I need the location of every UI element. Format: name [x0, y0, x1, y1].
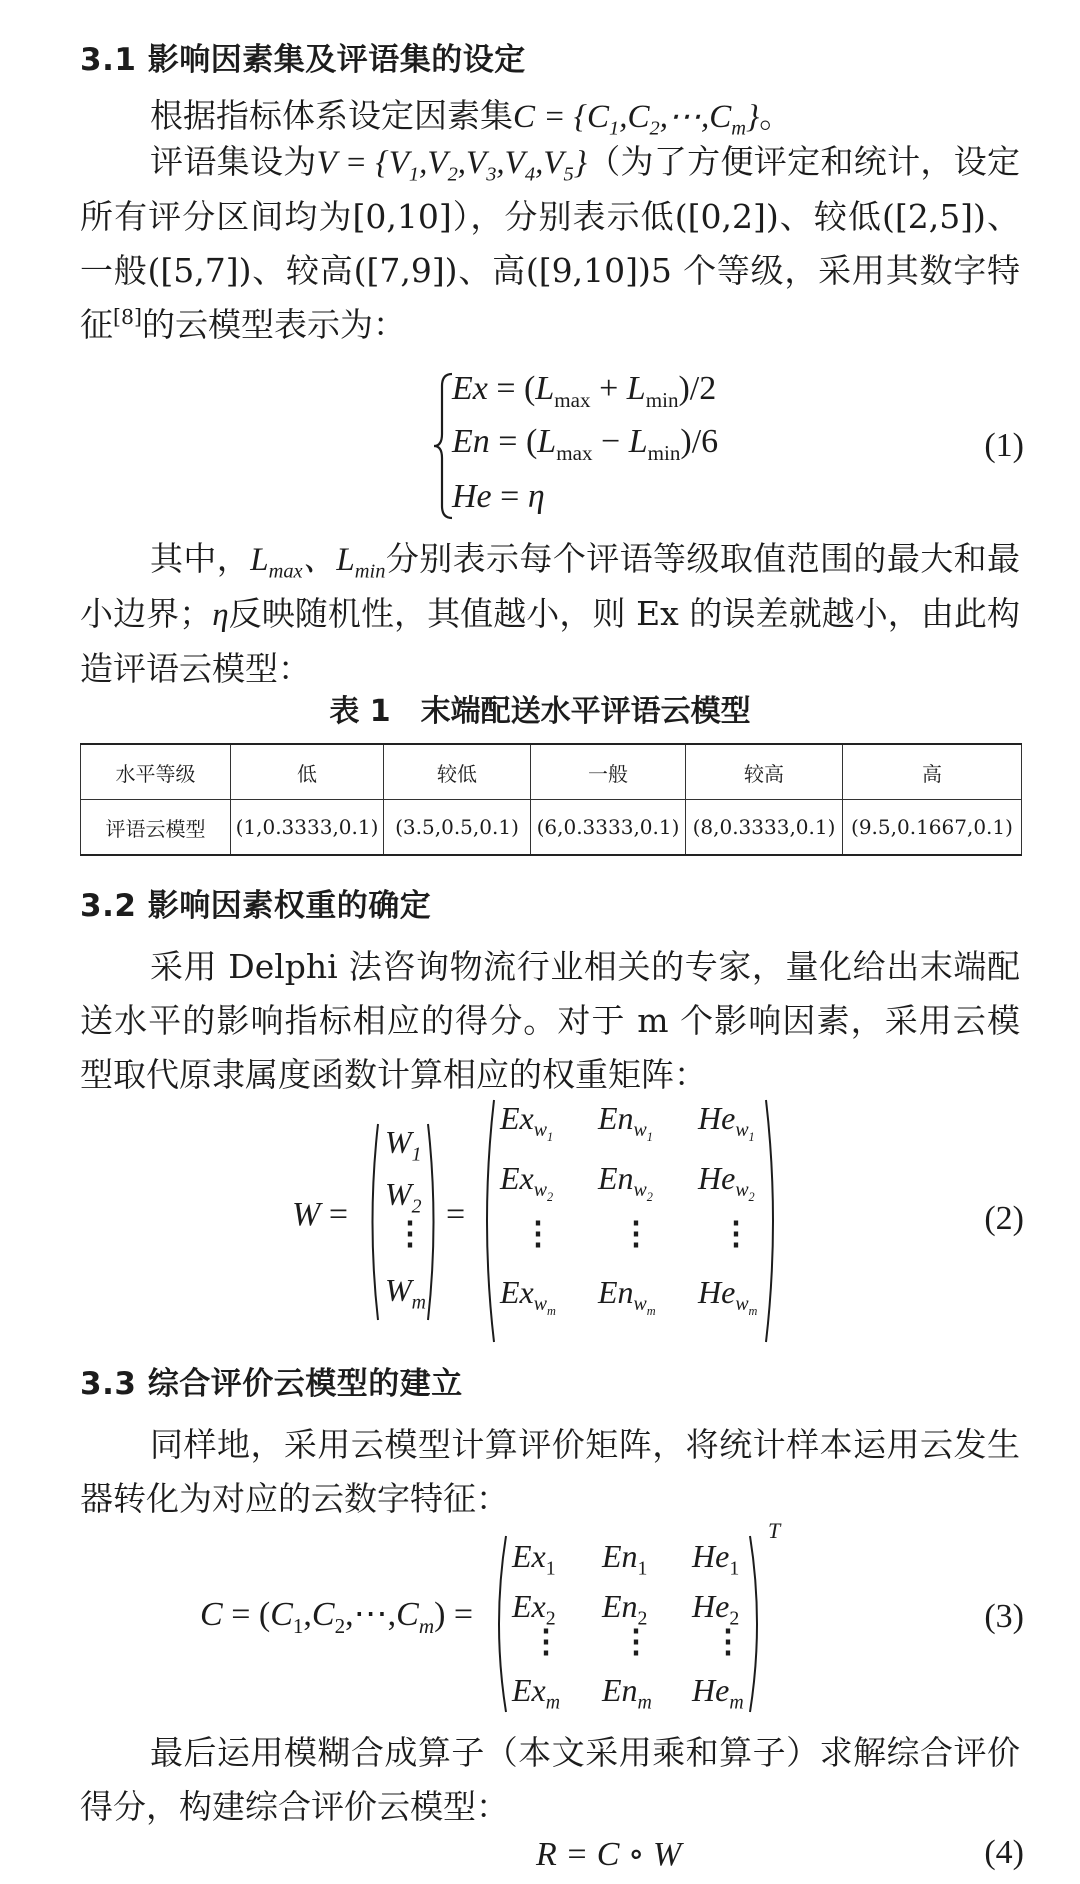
factor-set-text: 根据指标体系设定因素集 — [150, 96, 513, 135]
eq2-lhs: W = — [292, 1196, 349, 1233]
table-cell: (6,0.3333,0.1) — [531, 800, 686, 856]
where-body: 分别表示每个评语等级取值范围的最大和最小边界； — [80, 539, 1021, 633]
table-cell: (3.5,0.5,0.1) — [384, 800, 531, 856]
table-cell: 评语云模型 — [81, 800, 231, 856]
vector-vdots: ⋮ — [394, 1215, 426, 1251]
table-cell: (1,0.3333,0.1) — [231, 800, 384, 856]
eq3-vdots-1: ⋮ — [530, 1623, 562, 1659]
eq1-number: (1) — [984, 427, 1024, 464]
eq3-he1: $He_1$ — [692, 1538, 740, 1580]
table1-caption: 表 1 末端配送水平评语云模型 — [329, 694, 751, 729]
eq3-right-paren — [748, 1534, 766, 1714]
table-header-cell: 低 — [231, 744, 384, 800]
table-header-cell: 较低 — [384, 744, 531, 800]
comment-set-intro: 评语集设为 — [150, 142, 317, 181]
eq1-line-en: $En = (L_{max} - L_{min})/6$ — [452, 423, 719, 465]
vector-left-paren — [364, 1122, 380, 1322]
eq1-line-ex: $Ex = (L_{max} + L_{min})/2$ — [452, 370, 717, 412]
citation-ref: [8] — [113, 305, 142, 329]
table-cell: (9.5,0.1667,0.1) — [843, 800, 1022, 856]
matrix-left-paren — [478, 1098, 496, 1344]
eq3-enm: $En_m$ — [602, 1672, 652, 1714]
table-cell: (8,0.3333,0.1) — [686, 800, 843, 856]
matrix-en-w2: $En_{w_2}$ — [598, 1160, 653, 1205]
vector-w1: $W_1$ — [385, 1124, 422, 1166]
eq2-number: (2) — [984, 1200, 1024, 1237]
paragraph-comment-set — [80, 135, 1020, 352]
table-header-row — [81, 744, 1022, 800]
where-eta: η — [212, 597, 229, 633]
matrix-ex-w2: $Ex_{w_2}$ — [500, 1160, 554, 1205]
eq3-ex1: $Ex_1$ — [512, 1538, 556, 1580]
eq3-hem: $He_m$ — [692, 1672, 744, 1714]
eq3-en1: $En_1$ — [602, 1538, 648, 1580]
factor-set-end: 。 — [759, 96, 793, 135]
eq3-lhs: $C = (C_1,C_2,\cdots,C_m)$ = — [200, 1596, 474, 1638]
eq3-transpose: T — [768, 1518, 781, 1543]
eq4-expression: R = C ∘ W — [536, 1836, 682, 1873]
eq3-left-paren — [490, 1534, 508, 1714]
section-heading-3-3: 3.3 综合评价云模型的建立 — [80, 1366, 463, 1402]
matrix-right-paren — [764, 1098, 782, 1344]
comment-set-math: $V = \{V_1,V_2,V_3,V_4,V_5\}$ — [316, 145, 587, 186]
matrix-vdots-1: ⋮ — [522, 1215, 554, 1251]
matrix-he-w2: $He_{w_2}$ — [698, 1160, 755, 1205]
matrix-ex-wm: $Ex_{w_m}$ — [500, 1274, 556, 1319]
vector-w2: $W_2$ — [385, 1176, 422, 1218]
matrix-he-wm: $He_{w_m}$ — [698, 1274, 758, 1319]
table-row — [81, 800, 1022, 856]
table-header-cell: 较高 — [686, 744, 843, 800]
eq2-equals: = — [446, 1196, 466, 1233]
matrix-vdots-3: ⋮ — [720, 1215, 752, 1251]
eq3-en2: $En_2$ — [602, 1588, 648, 1630]
factor-set-math: $C = \{C_1,C_2,\cdots,C_m\}$ — [513, 99, 760, 140]
matrix-en-w1: $En_{w_1}$ — [598, 1100, 653, 1145]
where-end: 反映随机性，其值越小，则 Ex 的误差就越小，由此构造评语云模型： — [80, 594, 1020, 688]
paragraph-evaluation: 同样地，采用云模型计算评价矩阵，将统计样本运用云发生器转化为对应的云数字特征： — [80, 1425, 1020, 1518]
section-heading-3-1: 3.1 影响因素集及评语集的设定 — [80, 42, 526, 78]
table-header-cell: 高 — [843, 744, 1022, 800]
where-lmax-lmin: $L_{max}$、$L_{min}$ — [250, 542, 386, 583]
section-heading-3-2: 3.2 影响因素权重的确定 — [80, 888, 432, 924]
matrix-he-w1: $He_{w_1}$ — [698, 1100, 755, 1145]
eq3-number: (3) — [984, 1598, 1024, 1635]
comment-set-body: （为了方便评定和统计，设定所有评分区间均为[0,10]），分别表示低([0,2])、较低([2,5])、一般([5,7])、较高([7,9])、高([9,10])5 个等级，采用其数字特征 — [80, 142, 1021, 344]
matrix-ex-w1: $Ex_{w_1}$ — [500, 1100, 554, 1145]
eq3-ex2: $Ex_2$ — [512, 1588, 556, 1630]
matrix-en-wm: $En_{w_m}$ — [598, 1274, 656, 1319]
where-intro: 其中， — [150, 539, 251, 578]
eq1-line-he: He = η — [452, 478, 545, 515]
vector-wm: $W_m$ — [385, 1272, 426, 1314]
table-header-cell: 水平等级 — [81, 744, 231, 800]
comment-set-end: 的云模型表示为： — [141, 305, 406, 344]
eq3-vdots-2: ⋮ — [620, 1623, 652, 1659]
vector-right-paren — [426, 1122, 442, 1322]
paragraph-composite: 最后运用模糊合成算子（本文采用乘和算子）求解综合评价得分，构建综合评价云模型： — [80, 1733, 1020, 1826]
table1 — [80, 743, 1022, 856]
eq3-he2: $He_2$ — [692, 1588, 740, 1630]
matrix-vdots-2: ⋮ — [620, 1215, 652, 1251]
paragraph-where — [80, 532, 1020, 696]
eq4-number: (4) — [984, 1834, 1024, 1871]
paragraph-weights: 采用 Delphi 法咨询物流行业相关的专家，量化给出末端配送水平的影响指标相应的得分。对于 m 个影响因素，采用云模型取代原隶属度函数计算相应的权重矩阵： — [80, 947, 1020, 1094]
eq3-vdots-3: ⋮ — [712, 1623, 744, 1659]
table-header-cell: 一般 — [531, 744, 686, 800]
eq3-exm: $Ex_m$ — [512, 1672, 561, 1714]
